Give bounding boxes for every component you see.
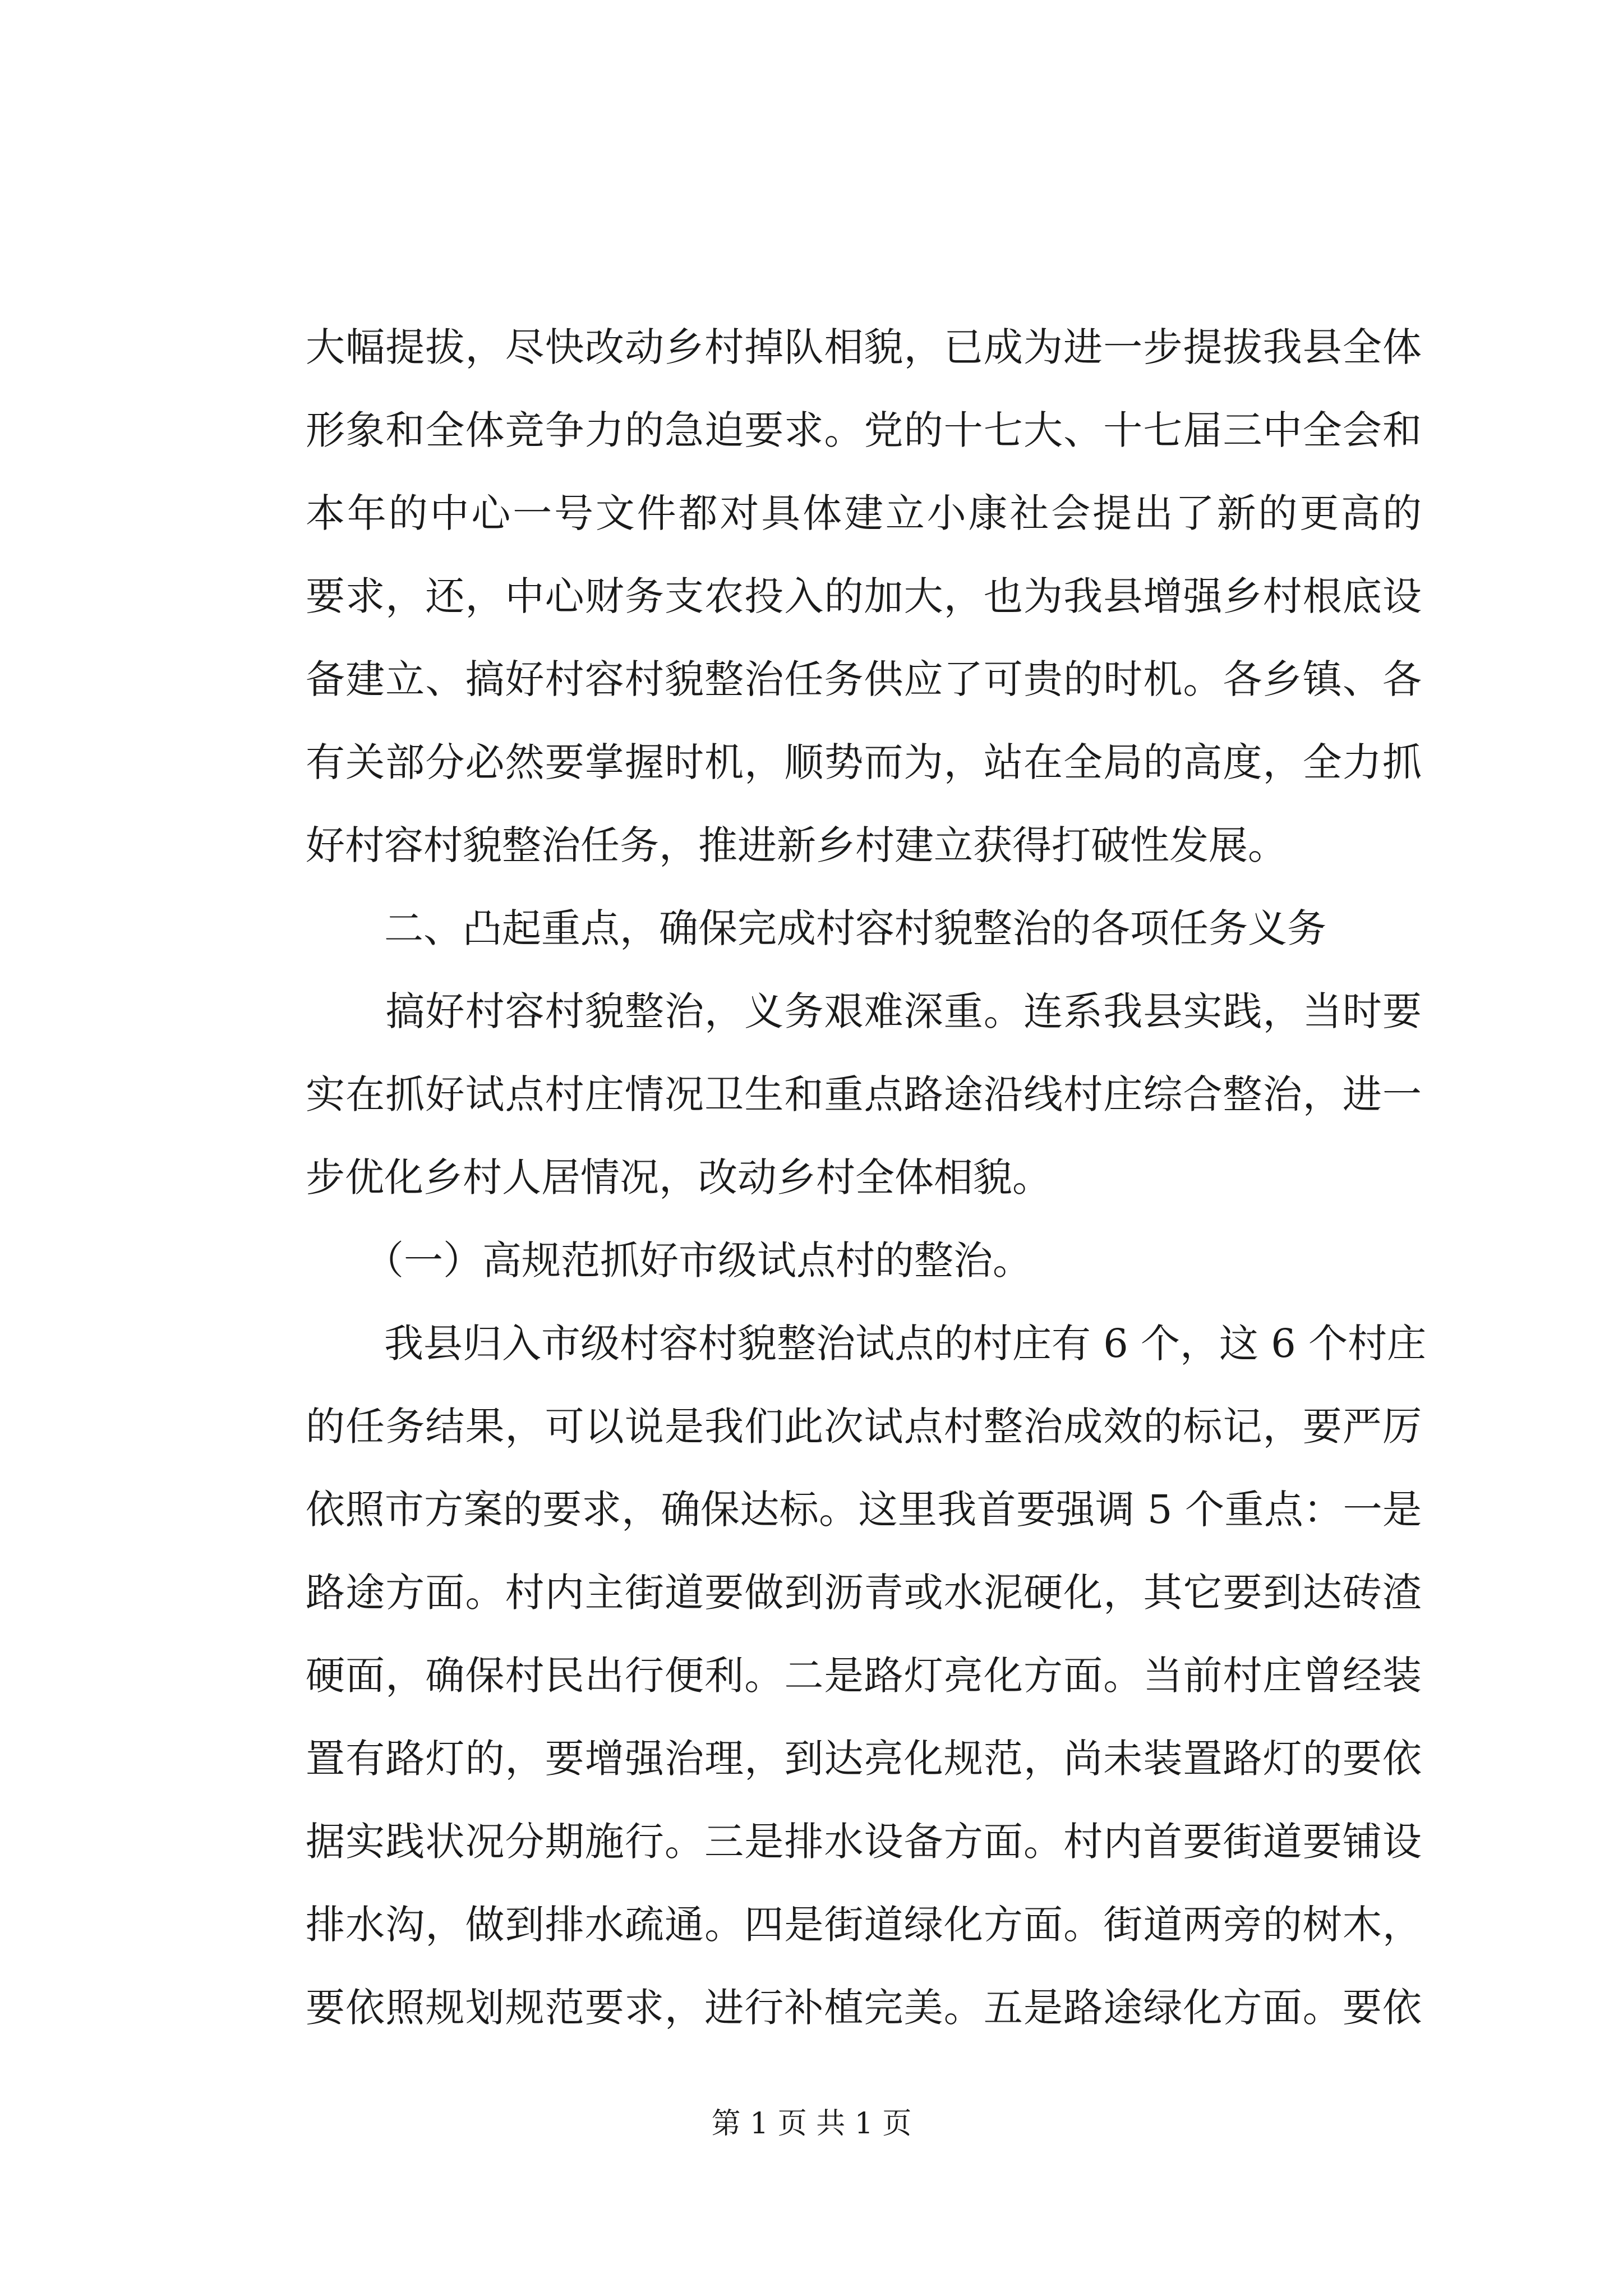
text-line: 置有路灯的，要增强治理，到达亮化规范，尚未装置路灯的要依 (306, 1736, 1422, 1782)
text-line: 形象和全体竞争力的急迫要求。党的十七大、十七届三中全会和 (306, 407, 1422, 453)
text-line: 的任务结果，可以说是我们此次试点村整治成效的标记，要严厉 (306, 1404, 1422, 1450)
text-line: 硬面，确保村民出行便利。二是路灯亮化方面。当前村庄曾经装 (306, 1653, 1422, 1699)
text-line: 路途方面。村内主街道要做到沥青或水泥硬化，其它要到达砖渣 (306, 1570, 1422, 1616)
paragraph (306, 306, 1422, 887)
text-line: 实在抓好试点村庄情况卫生和重点路途沿线村庄综合整治，进一 (306, 1071, 1422, 1117)
subsection-heading (306, 1219, 1422, 1302)
text-line: 要求，还，中心财务支农投入的加大，也为我县增强乡村根底设 (306, 573, 1422, 619)
text-line: 要依照规划规范要求，进行补植完美。五是路途绿化方面。要依 (306, 1985, 1422, 2031)
text-line: （一）高规范抓好市级试点村的整治。 (306, 1237, 1032, 1283)
text-line: 备建立、搞好村容村貌整治任务供应了可贵的时机。各乡镇、各 (306, 656, 1422, 702)
paragraph (306, 970, 1422, 1219)
text-line: 依照市方案的要求，确保达标。这里我首要强调 5 个重点：一是 (306, 1487, 1422, 1533)
text-line: 我县归入市级村容村貌整治试点的村庄有 6 个，这 6 个村庄 (306, 1320, 1427, 1366)
document-body (306, 306, 1427, 2049)
text-line: 有关部分必然要掌握时机，顺势而为，站在全局的高度，全力抓 (306, 739, 1422, 785)
text-line: 步优化乡村人居情况，改动乡村全体相貌。 (306, 1154, 1052, 1200)
text-line: 二、凸起重点，确保完成村容村貌整治的各项任务义务 (306, 905, 1326, 951)
text-line: 好村容村貌整治任务，推进新乡村建立获得打破性发展。 (306, 822, 1287, 868)
text-line: 据实践状况分期施行。三是排水设备方面。村内首要街道要铺设 (306, 1819, 1422, 1865)
text-line: 大幅提拔，尽快改动乡村掉队相貌，已成为进一步提拔我县全体 (306, 324, 1422, 370)
paragraph (306, 1302, 1427, 2049)
text-line: 搞好村容村貌整治，义务艰难深重。连系我县实践，当时要 (306, 988, 1422, 1034)
section-heading (306, 887, 1422, 970)
page-footer: 第 1 页 共 1 页 (711, 2107, 912, 2141)
text-line: 排水沟，做到排水疏通。四是街道绿化方面。街道两旁的树木， (306, 1902, 1422, 1948)
text-line: 本年的中心一号文件都对具体建立小康社会提出了新的更高的 (306, 490, 1422, 536)
